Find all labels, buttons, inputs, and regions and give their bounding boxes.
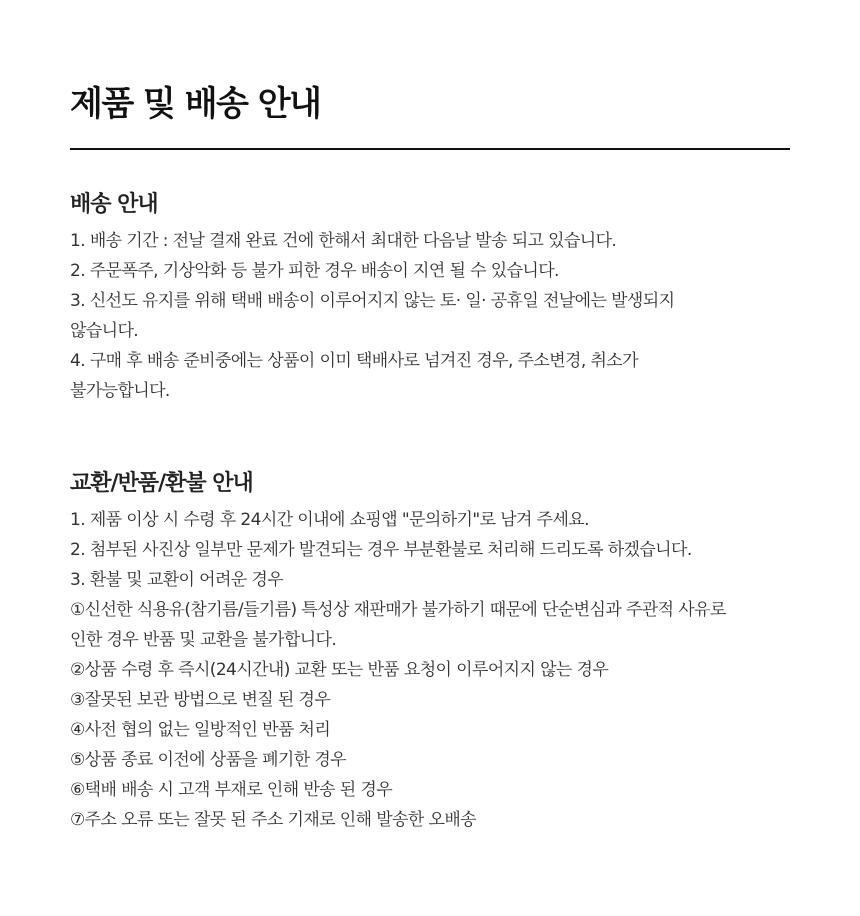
returns-info-line: ④사전 협의 없는 일방적인 반품 처리 (70, 720, 331, 740)
shipping-info-line: 불가능합니다. (70, 381, 170, 401)
shipping-info-list (70, 226, 790, 406)
page-title: 제품 및 배송 안내 (70, 84, 321, 124)
shipping-info-line: 않습니다. (70, 321, 139, 341)
returns-info-line: 3. 환불 및 교환이 어려운 경우 (70, 570, 284, 590)
shipping-info-line: 2. 주문폭주, 기상악화 등 불가 피한 경우 배송이 지연 될 수 있습니다. (70, 261, 559, 281)
returns-info-line: ②상품 수령 후 즉시(24시간내) 교환 또는 반품 요청이 이루어지지 않는 경우 (70, 660, 609, 680)
returns-info-line: ①신선한 식용유(참기름/들기름) 특성상 재판매가 불가하기 때문에 단순변심과 주관적 사유로 (70, 600, 726, 620)
returns-info-line: 인한 경우 반품 및 교환을 불가합니다. (70, 630, 337, 650)
shipping-info-line: 4. 구매 후 배송 준비중에는 상품이 이미 택배사로 넘겨진 경우, 주소변경, 취소가 (70, 351, 638, 371)
returns-info-line: ③잘못된 보관 방법으로 변질 된 경우 (70, 690, 331, 710)
shipping-section-heading: 배송 안내 (70, 192, 158, 217)
returns-info-list (70, 505, 790, 835)
returns-info-section (70, 467, 790, 835)
returns-info-line: 1. 제품 이상 시 수령 후 24시간 이내에 쇼핑앱 "문의하기"로 남겨 주세요. (70, 510, 589, 530)
returns-info-line: 2. 첨부된 사진상 일부만 문제가 발견되는 경우 부분환불로 처리해 드리도록 하겠습니다. (70, 540, 692, 560)
shipping-info-section (70, 188, 790, 406)
returns-info-line: ⑦주소 오류 또는 잘못 된 주소 기재로 인해 발송한 오배송 (70, 810, 476, 830)
title-divider (70, 148, 790, 150)
shipping-info-line: 3. 신선도 유지를 위해 택배 배송이 이루어지지 않는 토· 일· 공휴일 전날에는 발생되지 (70, 291, 675, 311)
returns-info-line: ⑥택배 배송 시 고객 부재로 인해 반송 된 경우 (70, 780, 393, 800)
returns-section-heading: 교환/반품/환불 안내 (70, 471, 253, 496)
returns-info-line: ⑤상품 종료 이전에 상품을 폐기한 경우 (70, 750, 346, 770)
shipping-info-line: 1. 배송 기간 : 전날 결재 완료 건에 한해서 최대한 다음날 발송 되고 있습니다. (70, 231, 617, 251)
